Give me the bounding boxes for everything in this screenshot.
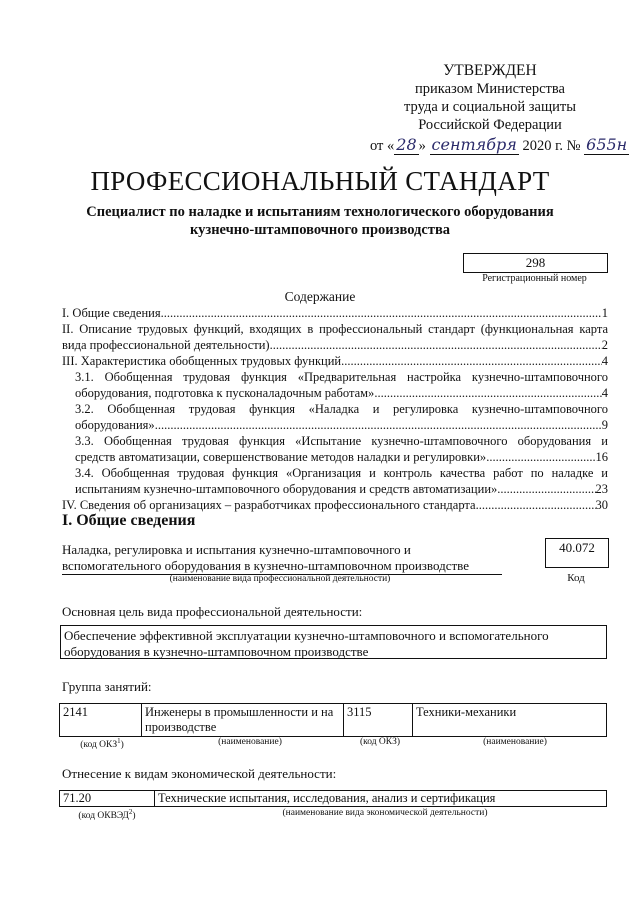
toc-item[interactable]: 3.3. Обобщенная трудовая функция «Испытание кузнечно-штамповочного оборудования и средств автоматизации, совершенствование методов наладки и регулировки» ..... 16 xyxy=(62,433,608,465)
approval-line: Российской Федерации xyxy=(418,117,562,133)
occupation-group-table xyxy=(59,703,607,737)
okz-code-cell: 2141 xyxy=(60,704,142,737)
econ-caption: (код ОКВЭД$^2$) xyxy=(78,808,136,822)
econ-label: Отнесение к видам экономической деятельности: xyxy=(62,766,337,781)
toc-item[interactable]: 3.2. Обобщенная трудовая функция «Наладка и регулировка кузнечно-штамповочного оборудования» ..... 9 xyxy=(62,401,608,433)
group-caption: (код ОКЗ$^1$) xyxy=(80,737,124,751)
okz-code-cell: 3115 xyxy=(344,704,413,737)
section-heading: I. Общие сведения xyxy=(62,512,196,529)
document-title: ПРОФЕССИОНАЛЬНЫЙ СТАНДАРТ xyxy=(90,166,550,196)
okz-name-cell: Техники-механики xyxy=(413,704,607,737)
handwritten-order-number: 655н xyxy=(586,135,628,154)
toc-item[interactable]: I. Общие сведения ..... 1 xyxy=(62,305,608,321)
group-caption: (код ОКЗ) xyxy=(359,737,401,747)
approval-date: от « 28 » сентября 2020 г. № 655н xyxy=(370,135,628,154)
group-label: Группа занятий: xyxy=(62,679,152,694)
registration-number: 298 xyxy=(463,253,608,273)
activity-caption: (наименование вида профессиональной деятельности) xyxy=(169,574,391,584)
okved-code-cell: 71.20 xyxy=(60,791,155,807)
econ-caption: (наименование вида экономической деятельности) xyxy=(282,808,488,818)
goal-box: Обеспечение эффективной эксплуатации кузнечно-штамповочного и вспомогательного оборудования в кузнечно-штамповочном производстве xyxy=(60,625,607,659)
toc-item[interactable]: IV. Сведения об организациях – разработчиках профессионального стандарта ..... 30 xyxy=(62,497,608,513)
group-caption: (наименование) xyxy=(483,737,547,747)
table-of-contents xyxy=(62,305,608,513)
registration-caption: Регистрационный номер xyxy=(482,273,587,284)
okved-name-cell: Технические испытания, исследования, анализ и сертификация xyxy=(155,791,607,807)
approval-title: УТВЕРЖДЕН xyxy=(443,62,537,79)
approval-stamp xyxy=(370,62,628,155)
okz-name-cell: Инженеры в промышленности и на производстве xyxy=(142,704,344,737)
group-caption: (наименование) xyxy=(218,737,282,747)
table-row xyxy=(60,791,607,807)
approval-line: приказом Министерства xyxy=(415,81,565,97)
approval-line: труда и социальной защиты xyxy=(404,99,576,115)
handwritten-day: 28 xyxy=(396,135,417,154)
handwritten-month: сентября xyxy=(431,135,517,154)
toc-item[interactable]: II. Описание трудовых функций, входящих в профессиональный стандарт (функциональная карта вида профессиональной деятельности) ..... 2 xyxy=(62,321,608,353)
activity-code: 40.072 xyxy=(545,538,609,568)
table-row xyxy=(60,704,607,737)
document-subtitle: Специалист по наладке и испытаниям технологического оборудования кузнечно-штамповочного производства xyxy=(86,204,554,238)
code-caption: Код xyxy=(567,572,585,584)
activity-name: Наладка, регулировка и испытания кузнечно-штамповочного и вспомогательного оборудования в кузнечно-штамповочном производстве xyxy=(62,542,502,575)
goal-label: Основная цель вида профессиональной деятельности: xyxy=(62,604,363,619)
toc-item[interactable]: III. Характеристика обобщенных трудовых функций ..... 4 xyxy=(62,353,608,369)
toc-heading: Содержание xyxy=(284,289,356,304)
toc-item[interactable]: 3.1. Обобщенная трудовая функция «Предварительная настройка кузнечно-штамповочного оборудования, подготовка к пусконаладочным работам» ..... 4 xyxy=(62,369,608,401)
toc-item[interactable]: 3.4. Обобщенная трудовая функция «Организация и контроль качества работ по наладке и испытаниям кузнечно-штамповочного оборудования и средств автоматизации» ..... 23 xyxy=(62,465,608,497)
econ-activity-table xyxy=(59,790,607,807)
